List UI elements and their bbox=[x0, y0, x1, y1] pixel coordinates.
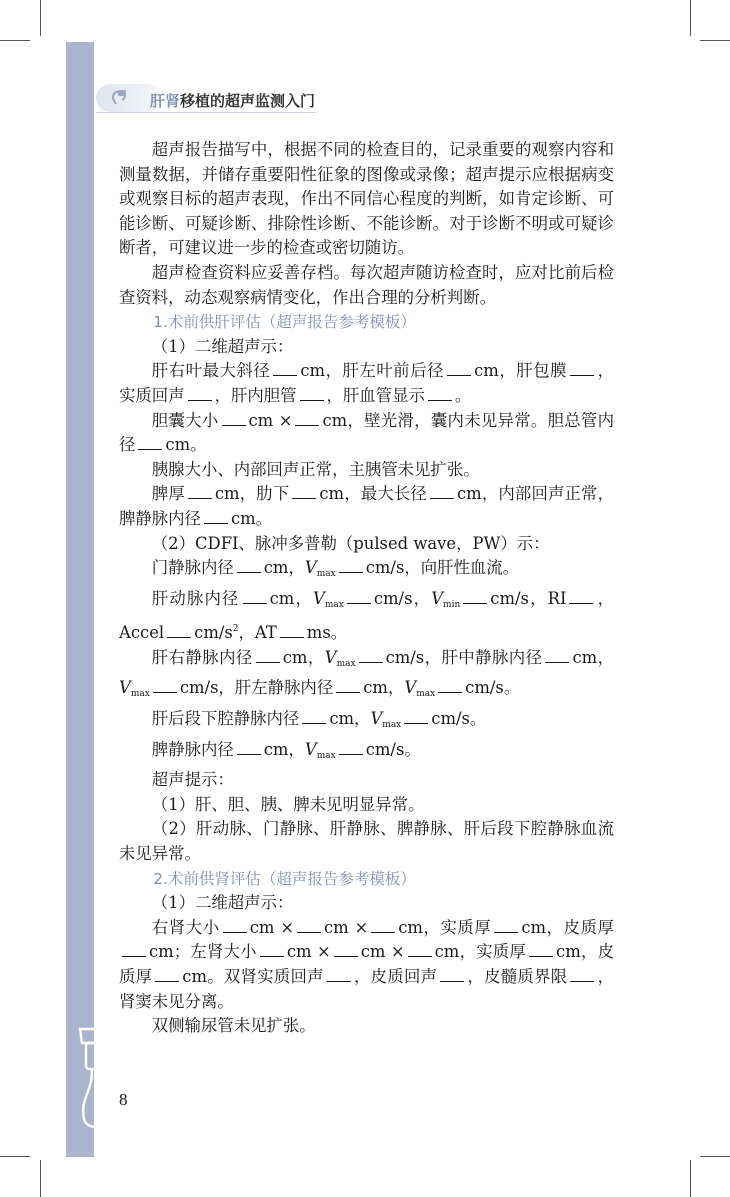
header-title-highlight: 肝肾 bbox=[150, 92, 181, 110]
paragraph: 双侧输尿管未见扩张。 bbox=[151, 1016, 316, 1036]
header-divider bbox=[96, 112, 316, 113]
crop-mark bbox=[0, 1156, 30, 1157]
paragraph: （1）肝、胆、胰、脾未见明显异常。 bbox=[151, 794, 425, 814]
template-line: 脾静脉内径 cm，$V_{max}$ cm/s。 bbox=[151, 739, 421, 761]
section-heading: 2.术前供肾评估（超声报告参考模板） bbox=[153, 869, 416, 888]
page-number: 8 bbox=[119, 1090, 128, 1109]
paragraph: 超声提示： bbox=[151, 770, 234, 790]
crop-mark bbox=[690, 1160, 691, 1197]
template-line: 肝动脉内径 cm，$V_{max}$ cm/s，$V_{min}$ cm/s，RI ，Accel $cm/s^2$，AT ms。 bbox=[119, 588, 615, 643]
sidebar-band bbox=[66, 42, 94, 1157]
template-line: 肝后段下腔静脉内径 cm，$V_{max}$ cm/s。 bbox=[151, 709, 487, 731]
paragraph: （2）肝动脉、门静脉、肝静脉、脾静脉、肝后段下腔静脉血流未见异常。 bbox=[119, 819, 614, 864]
crop-mark bbox=[40, 0, 41, 36]
template-line: 胆囊大小 cm × cm，壁光滑，囊内未见异常。胆总管内径 cm。 bbox=[119, 410, 614, 455]
template-line: 脾厚 cm，肋下 cm，最大长径 cm，内部回声正常，脾静脉内径 cm。 bbox=[119, 484, 614, 528]
paragraph: 胰腺大小、内部回声正常，主胰管未见扩张。 bbox=[151, 459, 480, 479]
subheading: （2）CDFI、脉冲多普勒（pulsed wave，PW）示： bbox=[151, 533, 550, 553]
template-line: 右肾大小 cm × cm × cm，实质厚 cm，皮质厚cm；左肾大小 cm × cm × cm，实质厚 cm，皮质厚 cm。双肾实质回声 ，皮质回声 ，皮髓质界限 ，肾窦未见分离。 bbox=[119, 917, 615, 1011]
template-line: 肝右叶最大斜径 cm，肝左叶前后径 cm，肝包膜 ，实质回声 ，肝内胆管 ，肝血管显示 。 bbox=[119, 361, 614, 405]
crop-mark bbox=[0, 40, 30, 41]
crop-mark bbox=[700, 1156, 730, 1157]
subheading: （1）二维超声示： bbox=[151, 893, 294, 913]
template-line: 肝右静脉内径 cm，$V_{max}$ cm/s，肝中静脉内径 cm，$V_{max}$ cm/s，肝左静脉内径 cm，$V_{max}$ cm/s。 bbox=[119, 647, 614, 700]
template-line: 门静脉内径 cm，$V_{max}$ cm/s，向肝性血流。 bbox=[151, 558, 520, 580]
page-body bbox=[119, 138, 614, 1039]
paragraph: 超声报告描写中，根据不同的检查目的，记录重要的观察内容和测量数据，并储存重要阳性征象的图像或录像；超声提示应根据病变或观察目标的超声表现，作出不同信心程度的判断，如肯定诊断、可能诊断、可疑诊断、排除性诊断、不能诊断。对于诊断不明或可疑诊断者，可建议进一步的检查或密切随访。 bbox=[119, 140, 614, 258]
running-header bbox=[150, 90, 315, 110]
crop-mark bbox=[690, 0, 691, 36]
crop-mark bbox=[40, 1160, 41, 1197]
section-heading: 1.术前供肝评估（超声报告参考模板） bbox=[153, 313, 416, 332]
subheading: （1）二维超声示： bbox=[151, 336, 294, 356]
crop-mark bbox=[700, 40, 730, 41]
paragraph: 超声检查资料应妥善存档。每次超声随访检查时，应对比前后检查资料，动态观察病情变化，作出合理的分析判断。 bbox=[119, 262, 614, 307]
header-title-rest: 移植的超声监测入门 bbox=[180, 92, 316, 110]
ultrasound-probe-icon bbox=[72, 1025, 122, 1135]
